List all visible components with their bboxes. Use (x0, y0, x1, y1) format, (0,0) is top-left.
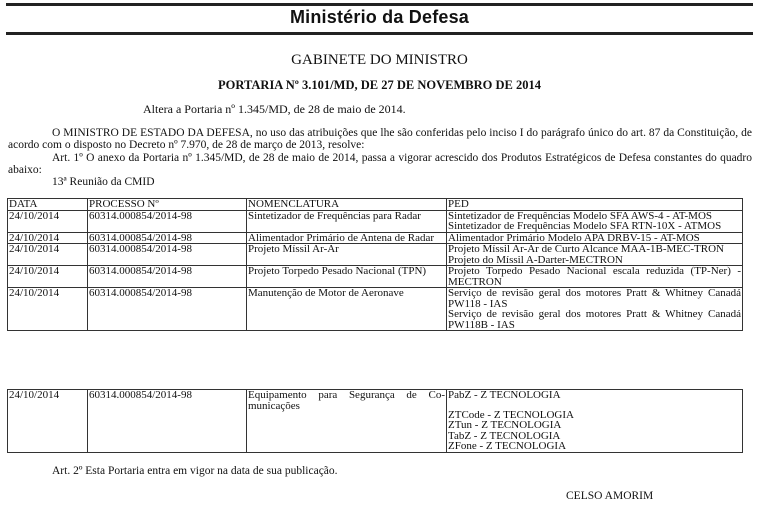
cell-data: 24/10/2014 (8, 266, 88, 288)
ped-item: Projeto Míssil Ar-Ar de Curto Alcance MAA-1B-MEC-TRON (448, 243, 724, 255)
cell-ped (447, 210, 743, 232)
ementa: Altera a Portaria nº 1.345/MD, de 28 de maio de 2014. (143, 102, 406, 116)
cell-nomenclatura: Sintetizador de Frequências para Radar (247, 210, 447, 232)
security-products-table (7, 389, 743, 453)
cell-data: 24/10/2014 (8, 232, 88, 244)
ped-item: Serviço de revisão geral dos motores Pratt & Whitney Canadá PW118B - IAS (448, 308, 741, 331)
cell-ped (447, 232, 743, 244)
cell-nomenclatura: Projeto Torpedo Pesado Nacional (TPN) (247, 266, 447, 288)
cell-processo: 60314.000854/2014-98 (88, 232, 247, 244)
cell-data: 24/10/2014 (8, 288, 88, 331)
cell-nomenclatura: Projeto Míssil Ar-Ar (247, 244, 447, 266)
table-row (8, 232, 743, 244)
table-row (8, 266, 743, 288)
ped-item: ZTCode - Z TECNOLOGIA (448, 408, 574, 421)
article-2: Art. 2º Esta Portaria entra em vigor na data de sua publicação. (52, 465, 338, 477)
header-cell-processo: PROCESSO Nº (88, 199, 247, 211)
meeting-label: 13ª Reunião da CMID (52, 176, 155, 188)
cell-ped (447, 390, 743, 453)
ped-item: ZTun - Z TECNOLOGIA (448, 419, 562, 431)
cell-nomenclatura: Manutenção de Motor de Aeronave (247, 288, 447, 331)
cell-data: 24/10/2014 (8, 244, 88, 266)
section-title: GABINETE DO MINISTRO (291, 52, 468, 68)
cell-data: 24/10/2014 (8, 390, 88, 453)
header-cell-nomenclatura: NOMENCLATURA (247, 199, 447, 211)
table-row (8, 210, 743, 232)
ped-item: Projeto Torpedo Pesado Nacional escala reduzida (TP-Ner) - MECTRON (448, 265, 741, 288)
ped-item: TabZ - Z TECNOLOGIA (448, 429, 561, 442)
cell-ped (447, 288, 743, 331)
ped-item: Serviço de revisão geral dos motores Pratt & Whitney Canadá PW118 - IAS (448, 287, 741, 310)
page-header-title: Ministério da Defesa (289, 7, 470, 27)
header-cell-data: DATA (8, 199, 88, 211)
cell-processo: 60314.000854/2014-98 (88, 288, 247, 331)
table-header-row (8, 199, 743, 211)
ped-item: Sintetizador de Frequências Modelo SFA AWS-4 - AT-MOS (448, 209, 713, 222)
cell-processo: 60314.000854/2014-98 (88, 390, 247, 453)
cell-processo: 60314.000854/2014-98 (88, 210, 247, 232)
cell-ped (447, 266, 743, 288)
table-row (8, 244, 743, 266)
table-row (8, 288, 743, 331)
products-table (7, 198, 743, 331)
preamble-paragraph: O MINISTRO DE ESTADO DA DEFESA, no uso das atribuições que lhe são conferidas pelo inciso I do parágrafo único do art. 87 da Constituição, de acordo com o disposto no Decreto nº 7.970, de 28 de março de 2013, resolve: (8, 127, 752, 151)
cell-processo: 60314.000854/2014-98 (88, 266, 247, 288)
header-rule-top (6, 3, 753, 6)
ped-item: Projeto do Míssil A-Darter-MECTRON (448, 253, 623, 266)
portaria-title: PORTARIA Nº 3.101/MD, DE 27 DE NOVEMBRO DE 2014 (218, 78, 541, 92)
cell-data: 24/10/2014 (8, 210, 88, 232)
signature: CELSO AMORIM (566, 490, 654, 502)
header-rule-bottom (6, 32, 753, 35)
cell-nomenclatura: Equipamento para Segurança de Co-municações (247, 390, 447, 453)
ped-item: PabZ - Z TECNOLOGIA (448, 389, 561, 401)
table-row (8, 390, 743, 453)
cell-processo: 60314.000854/2014-98 (88, 244, 247, 266)
cell-nomenclatura: Alimentador Primário de Antena de Radar (247, 232, 447, 244)
ped-item: Alimentador Primário Modelo APA DRBV-15 - AT-MOS (448, 231, 700, 244)
article-1-paragraph: Art. 1º O anexo da Portaria nº 1.345/MD, de 28 de maio de 2014, passa a vigorar acrescido dos Produtos Estratégicos de Defesa constantes do quadro abaixo: (8, 152, 752, 176)
ped-item: ZFone - Z TECNOLOGIA (448, 440, 567, 452)
cell-ped (447, 244, 743, 266)
ped-item: Sintetizador de Frequências Modelo SFA RTN-10X - ATMOS (448, 220, 722, 232)
header-cell-ped: PED (447, 199, 743, 211)
